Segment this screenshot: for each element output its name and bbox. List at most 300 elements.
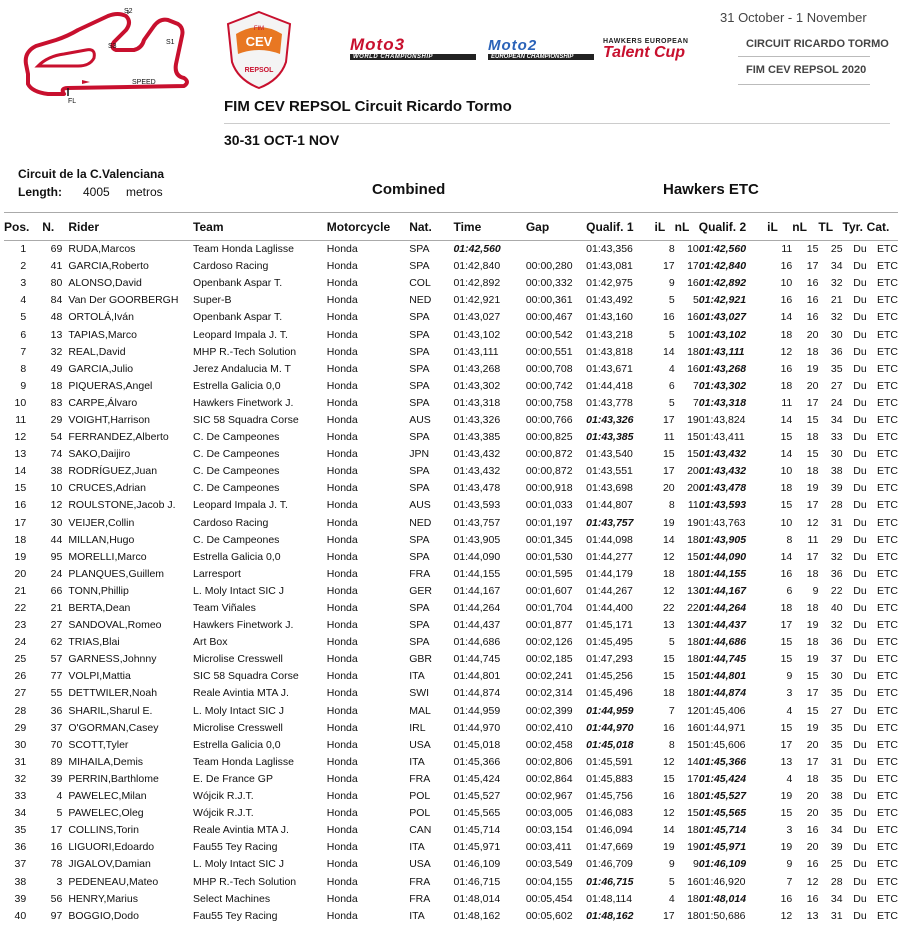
- cell-nationality: GER: [409, 584, 432, 597]
- cell-nationality: SPA: [409, 636, 430, 649]
- cell-pos: 15: [14, 482, 27, 495]
- cell-pos: 11: [15, 413, 27, 426]
- cell-tyre: Du: [853, 858, 867, 871]
- cell-nationality: ITA: [409, 670, 425, 683]
- cell-nationality: GBR: [409, 653, 432, 666]
- cell-tyre: Du: [853, 260, 867, 273]
- col-header-il2: iL: [767, 213, 792, 241]
- cell-time: 01:44,090: [453, 550, 501, 563]
- cell-tl: 30: [830, 448, 843, 461]
- cell-qualif2: 01:45,527: [698, 790, 747, 803]
- table-row: [4, 446, 898, 463]
- col-header-nationality: Nat.: [409, 213, 453, 241]
- cell-number: 84: [50, 294, 63, 307]
- cell-tl: 40: [830, 602, 843, 615]
- cell-nl1: 15: [687, 738, 699, 751]
- cell-qualif1: 01:48,162: [586, 909, 634, 922]
- cell-tyre: Du: [853, 670, 867, 683]
- cell-rider: CRUCES,Adrian: [68, 482, 146, 495]
- cell-qualif1: 01:44,418: [586, 379, 633, 392]
- cell-gap: 00:01,595: [525, 567, 573, 580]
- cell-category: ETC: [877, 704, 898, 717]
- table-row: [4, 565, 898, 582]
- cell-pos: 40: [14, 909, 27, 922]
- cell-time: 01:44,264: [453, 602, 501, 615]
- cell-tyre: Du: [853, 687, 867, 700]
- cell-nl2: 19: [806, 653, 819, 666]
- cell-team: L. Moly Intact SIC J: [193, 704, 285, 717]
- cell-rider: ALONSO,David: [68, 277, 142, 290]
- cell-motorcycle: Honda: [326, 704, 358, 717]
- cell-qualif2: 01:43,268: [698, 362, 747, 375]
- track-label-s2: S2: [124, 8, 133, 15]
- cell-motorcycle: Honda: [326, 448, 358, 461]
- cell-pos: 12: [14, 431, 27, 444]
- cell-rider: VOLPI,Mattia: [68, 670, 131, 683]
- cell-nationality: SPA: [409, 362, 430, 375]
- cell-il1: 14: [662, 533, 675, 546]
- cell-gap: 00:00,280: [525, 260, 573, 273]
- cell-gap: 00:00,332: [525, 277, 573, 290]
- table-row: [4, 634, 898, 651]
- cell-motorcycle: Honda: [326, 636, 358, 649]
- cell-number: 78: [50, 858, 63, 871]
- session-name: Combined: [372, 181, 446, 198]
- cell-motorcycle: Honda: [326, 328, 358, 341]
- cell-rider: SHARIL,Sharul E.: [68, 704, 153, 717]
- track-label-s1: S1: [166, 39, 175, 46]
- col-header-rider: Rider: [68, 213, 193, 241]
- cell-team: C. De Campeones: [193, 533, 280, 546]
- cell-tyre: Du: [853, 584, 867, 597]
- cell-qualif2: 01:43,318: [698, 396, 747, 409]
- cell-motorcycle: Honda: [326, 362, 358, 375]
- category-name: Hawkers ETC: [663, 181, 759, 198]
- cell-qualif2: 01:44,874: [698, 687, 747, 700]
- col-header-team: Team: [193, 213, 327, 241]
- cell-time: 01:46,109: [453, 858, 501, 871]
- cell-number: 10: [50, 482, 63, 495]
- cell-team: Reale Avintia MTA J.: [193, 687, 289, 700]
- cell-gap: 00:00,542: [525, 328, 573, 341]
- cell-nl1: 18: [687, 892, 699, 905]
- cell-nl1: 13: [687, 619, 699, 632]
- cell-category: ETC: [877, 807, 898, 820]
- cell-rider: JIGALOV,Damian: [68, 858, 151, 871]
- cell-il1: 5: [668, 396, 675, 409]
- cell-rider: TRIAS,Blai: [68, 636, 120, 649]
- cell-pos: 2: [20, 260, 27, 273]
- cell-tyre: Du: [853, 533, 867, 546]
- cell-nl2: 13: [806, 909, 819, 922]
- cell-rider: PAWELEC,Oleg: [68, 807, 144, 820]
- cell-number: 62: [50, 636, 63, 649]
- cell-qualif1: 01:43,698: [586, 482, 633, 495]
- cell-motorcycle: Honda: [326, 584, 358, 597]
- cell-il1: 5: [668, 328, 675, 341]
- cell-tl: 29: [830, 533, 843, 546]
- cell-pos: 26: [14, 670, 27, 683]
- cell-category: ETC: [877, 584, 898, 597]
- cell-pos: 31: [14, 755, 27, 768]
- cell-nationality: USA: [409, 738, 431, 751]
- cell-tl: 31: [830, 516, 843, 529]
- cell-team: Team Honda Laglisse: [193, 755, 295, 768]
- table-row: [4, 770, 898, 787]
- document-title: FIM CEV REPSOL Circuit Ricardo Tormo: [224, 98, 512, 115]
- cell-motorcycle: Honda: [326, 294, 358, 307]
- cell-qualif1: 01:43,326: [586, 413, 634, 426]
- cell-pos: 1: [20, 243, 27, 256]
- cell-pos: 34: [14, 807, 27, 820]
- cell-qualif1: 01:44,267: [586, 584, 633, 597]
- cell-time: 01:45,565: [453, 807, 501, 820]
- cell-category: ETC: [877, 465, 898, 478]
- cell-pos: 24: [14, 636, 27, 649]
- cell-nl1: 17: [687, 260, 699, 273]
- cell-category: ETC: [877, 670, 898, 683]
- table-row: [4, 360, 898, 377]
- cell-il2: 3: [786, 687, 793, 700]
- cell-qualif2: 01:43,763: [698, 516, 746, 529]
- table-row: [4, 463, 898, 480]
- cell-team: C. De Campeones: [193, 482, 280, 495]
- cell-team: C. De Campeones: [193, 431, 280, 444]
- cell-rider: GARCIA,Roberto: [68, 260, 149, 273]
- table-row: [4, 736, 898, 753]
- cell-tl: 32: [830, 619, 843, 632]
- cell-nl1: 18: [687, 345, 699, 358]
- cell-qualif1: 01:47,293: [586, 653, 633, 666]
- cell-tyre: Du: [853, 465, 867, 478]
- table-row: [4, 617, 898, 634]
- cell-qualif2: 01:45,971: [698, 841, 747, 854]
- cell-time: 01:43,757: [453, 516, 501, 529]
- cell-team: Leopard Impala J. T.: [193, 328, 288, 341]
- cell-il2: 10: [780, 465, 793, 478]
- cell-gap: 00:03,005: [525, 807, 573, 820]
- cell-team: Wójcik R.J.T.: [193, 790, 254, 803]
- table-row: [4, 753, 898, 770]
- cell-il2: 11: [781, 243, 793, 256]
- cell-il2: 19: [780, 841, 793, 854]
- cell-tyre: Du: [853, 721, 867, 734]
- cell-number: 69: [50, 243, 63, 256]
- cell-il1: 4: [668, 362, 675, 375]
- cell-pos: 35: [14, 824, 27, 837]
- cell-number: 39: [50, 772, 63, 785]
- cell-nationality: FRA: [409, 875, 431, 888]
- cell-tl: 33: [830, 431, 843, 444]
- cell-number: 16: [50, 841, 63, 854]
- cell-rider: GARCIA,Julio: [68, 362, 134, 375]
- cell-nl2: 18: [806, 602, 819, 615]
- cell-motorcycle: Honda: [326, 345, 358, 358]
- cell-number: 37: [50, 721, 63, 734]
- cell-nl2: 17: [806, 550, 819, 563]
- cell-nationality: FRA: [409, 567, 431, 580]
- cell-il2: 10: [780, 516, 793, 529]
- cell-category: ETC: [877, 277, 898, 290]
- document-dates: 30-31 OCT-1 NOV: [224, 132, 340, 148]
- cell-number: 38: [50, 465, 63, 478]
- cell-time: 01:42,560: [453, 243, 501, 256]
- cell-team: Leopard Impala J. T.: [193, 499, 288, 512]
- table-row: [4, 241, 898, 258]
- cell-category: ETC: [877, 260, 898, 273]
- cell-il2: 6: [786, 584, 793, 597]
- cell-pos: 4: [20, 294, 27, 307]
- cell-qualif2: 01:45,406: [698, 704, 746, 717]
- cell-nationality: POL: [409, 790, 431, 803]
- cell-qualif2: 01:42,840: [698, 260, 747, 273]
- cell-nationality: AUS: [409, 499, 431, 512]
- cell-qualif2: 01:43,824: [698, 413, 746, 426]
- cell-tl: 38: [830, 790, 843, 803]
- cell-nl1: 16: [687, 875, 699, 888]
- header-divider: [738, 56, 870, 57]
- cell-team: Wójcik R.J.T.: [193, 807, 254, 820]
- cell-il1: 8: [668, 499, 675, 512]
- cell-number: 24: [50, 567, 63, 580]
- cell-il2: 12: [780, 909, 793, 922]
- cell-number: 41: [50, 260, 63, 273]
- track-label-s3: S3: [108, 43, 117, 50]
- cell-number: 32: [50, 345, 63, 358]
- cell-category: ETC: [877, 362, 898, 375]
- cell-tyre: Du: [853, 841, 867, 854]
- cell-il1: 20: [662, 482, 675, 495]
- cell-category: ETC: [877, 721, 898, 734]
- cell-tyre: Du: [853, 772, 867, 785]
- table-row: [4, 309, 898, 326]
- table-row: [4, 822, 898, 839]
- table-row: [4, 429, 898, 446]
- cell-nl2: 17: [806, 260, 819, 273]
- cell-gap: 00:01,877: [525, 619, 573, 632]
- cell-gap: 00:00,551: [525, 345, 573, 358]
- cell-nl1: 19: [687, 413, 699, 426]
- cell-gap: 00:00,758: [525, 396, 573, 409]
- cell-pos: 6: [20, 328, 27, 341]
- cell-gap: 00:02,241: [525, 670, 573, 683]
- cell-tl: 25: [830, 858, 843, 871]
- cell-category: ETC: [877, 790, 898, 803]
- cell-il2: 15: [780, 431, 793, 444]
- title-divider: [224, 123, 890, 124]
- cell-il2: 17: [780, 738, 793, 751]
- cell-nationality: MAL: [409, 704, 431, 717]
- cell-qualif2: 01:45,366: [698, 755, 747, 768]
- cell-gap: 00:00,918: [525, 482, 573, 495]
- cell-motorcycle: Honda: [326, 755, 358, 768]
- circuit-map: [8, 4, 198, 104]
- cell-pos: 23: [14, 619, 27, 632]
- cell-team: Microlise Cresswell: [193, 653, 283, 666]
- cell-qualif1: 01:43,540: [586, 448, 633, 461]
- cell-qualif2: 01:44,745: [698, 653, 747, 666]
- cell-il2: 18: [780, 602, 793, 615]
- circuit-name: Circuit de la C.Valenciana: [18, 167, 165, 181]
- cell-time: 01:43,111: [453, 345, 499, 358]
- cell-motorcycle: Honda: [326, 721, 358, 734]
- cell-qualif1: 01:45,756: [586, 790, 633, 803]
- cell-il1: 7: [668, 704, 675, 717]
- cell-rider: CARPE,Álvaro: [68, 396, 138, 409]
- table-row: [4, 582, 898, 599]
- table-row: [4, 275, 898, 292]
- cell-il1: 8: [668, 243, 675, 256]
- cell-gap: 00:05,602: [525, 909, 573, 922]
- cell-motorcycle: Honda: [326, 670, 358, 683]
- cell-il1: 5: [668, 294, 675, 307]
- cell-category: ETC: [877, 602, 898, 615]
- cell-il1: 17: [662, 260, 675, 273]
- cell-pos: 32: [14, 772, 27, 785]
- cell-motorcycle: Honda: [326, 516, 358, 529]
- cell-time: 01:42,840: [453, 260, 501, 273]
- cell-nl2: 15: [806, 704, 819, 717]
- talent-cup-logo: HAWKERS EUROPEAN Talent Cup: [603, 38, 689, 61]
- cell-time: 01:46,715: [453, 875, 501, 888]
- table-row: [4, 873, 898, 890]
- cell-rider: RUDA,Marcos: [68, 243, 136, 256]
- cell-motorcycle: Honda: [326, 687, 358, 700]
- cell-rider: RODRÍGUEZ,Juan: [68, 465, 158, 478]
- cell-gap: 00:01,345: [525, 533, 573, 546]
- cell-time: 01:43,318: [453, 396, 501, 409]
- moto3-logo: Moto3 WORLD CHAMPIONSHIP: [350, 36, 476, 62]
- cell-nl2: 16: [806, 824, 819, 837]
- cell-nationality: SPA: [409, 345, 430, 358]
- cell-qualif2: 01:43,478: [698, 482, 747, 495]
- cell-il1: 14: [662, 345, 675, 358]
- cell-qualif1: 01:43,356: [586, 243, 633, 256]
- cell-tyre: Du: [853, 636, 867, 649]
- table-row: [4, 326, 898, 343]
- cell-rider: SCOTT,Tyler: [68, 738, 129, 751]
- cell-time: 01:43,326: [453, 413, 501, 426]
- cell-qualif1: 01:43,551: [586, 465, 633, 478]
- cell-rider: MILLAN,Hugo: [68, 533, 135, 546]
- col-header-qualif2: Qualif. 2: [699, 213, 767, 241]
- results-table: [4, 212, 898, 924]
- cell-nl2: 16: [806, 311, 819, 324]
- cell-il2: 18: [780, 328, 793, 341]
- cell-il1: 17: [662, 909, 675, 922]
- cell-tl: 31: [830, 909, 843, 922]
- cell-il2: 15: [780, 721, 793, 734]
- cell-pos: 8: [20, 362, 27, 375]
- cell-nl1: 17: [687, 772, 699, 785]
- cell-il2: 16: [780, 892, 793, 905]
- cell-time: 01:43,268: [453, 362, 501, 375]
- cell-pos: 38: [14, 875, 27, 888]
- cell-tl: 34: [830, 892, 843, 905]
- cell-tl: 30: [830, 328, 843, 341]
- cell-nl2: 18: [806, 636, 819, 649]
- cell-number: 21: [50, 602, 63, 615]
- cell-qualif2: 01:42,560: [698, 243, 747, 256]
- cell-qualif1: 01:45,883: [586, 772, 633, 785]
- cell-nationality: ITA: [409, 909, 425, 922]
- length-label: Length:: [18, 185, 62, 199]
- cell-il1: 22: [662, 602, 675, 615]
- cell-number: 48: [50, 311, 63, 324]
- cell-category: ETC: [877, 636, 898, 649]
- cell-rider: MIHAILA,Demis: [68, 755, 144, 768]
- cell-nationality: SPA: [409, 550, 430, 563]
- cell-nationality: SPA: [409, 243, 430, 256]
- cell-nl2: 16: [806, 892, 819, 905]
- cell-il2: 14: [780, 311, 793, 324]
- cell-nl1: 15: [687, 670, 699, 683]
- cell-nl1: 16: [687, 311, 699, 324]
- cell-il1: 11: [663, 431, 675, 444]
- cell-il1: 17: [662, 465, 675, 478]
- cell-tl: 32: [830, 277, 843, 290]
- cell-il2: 16: [780, 362, 793, 375]
- cell-gap: 00:02,864: [525, 772, 573, 785]
- cell-gap: 00:03,549: [525, 858, 573, 871]
- cell-il2: 19: [780, 790, 793, 803]
- table-row: [4, 292, 898, 309]
- cell-category: ETC: [877, 448, 898, 461]
- table-row: [4, 599, 898, 616]
- cell-il2: 15: [780, 807, 793, 820]
- cell-time: 01:44,745: [453, 653, 501, 666]
- cell-qualif1: 01:44,098: [586, 533, 633, 546]
- cell-qualif1: 01:44,970: [586, 721, 634, 734]
- cell-nl2: 16: [806, 294, 819, 307]
- cell-tl: 24: [830, 396, 843, 409]
- cell-rider: SAKO,Daijiro: [68, 448, 131, 461]
- cell-tyre: Du: [853, 738, 867, 751]
- cell-qualif1: 01:44,179: [586, 567, 633, 580]
- cell-nl1: 7: [692, 396, 699, 409]
- cell-number: 49: [50, 362, 63, 375]
- cell-nl1: 11: [687, 499, 699, 512]
- cell-rider: COLLINS,Torin: [68, 824, 139, 837]
- cell-qualif1: 01:43,160: [586, 311, 633, 324]
- cell-il1: 15: [662, 448, 675, 461]
- cell-il1: 12: [662, 755, 675, 768]
- table-row: [4, 668, 898, 685]
- cell-il2: 7: [786, 875, 793, 888]
- cell-tl: 31: [830, 755, 843, 768]
- track-label-speed: SPEED: [132, 79, 156, 86]
- cell-time: 01:42,892: [453, 277, 501, 290]
- cell-il2: 4: [786, 772, 793, 785]
- cell-nl1: 15: [687, 431, 699, 444]
- cell-team: Estrella Galicia 0,0: [193, 550, 281, 563]
- cell-gap: [526, 241, 586, 258]
- cell-category: ETC: [877, 567, 898, 580]
- cell-tyre: Du: [853, 413, 867, 426]
- cell-time: 01:48,162: [453, 909, 501, 922]
- table-row: [4, 685, 898, 702]
- cell-rider: PLANQUES,Guillem: [68, 567, 165, 580]
- cell-gap: 00:02,399: [525, 704, 573, 717]
- cell-nl2: 20: [806, 790, 819, 803]
- col-header-nl2: nL: [792, 213, 818, 241]
- cell-tl: 27: [830, 704, 843, 717]
- cell-pos: 10: [14, 396, 27, 409]
- cell-motorcycle: Honda: [326, 550, 358, 563]
- cell-qualif1: 01:43,757: [586, 516, 634, 529]
- cell-tl: 28: [830, 499, 843, 512]
- cell-nl1: 16: [687, 362, 699, 375]
